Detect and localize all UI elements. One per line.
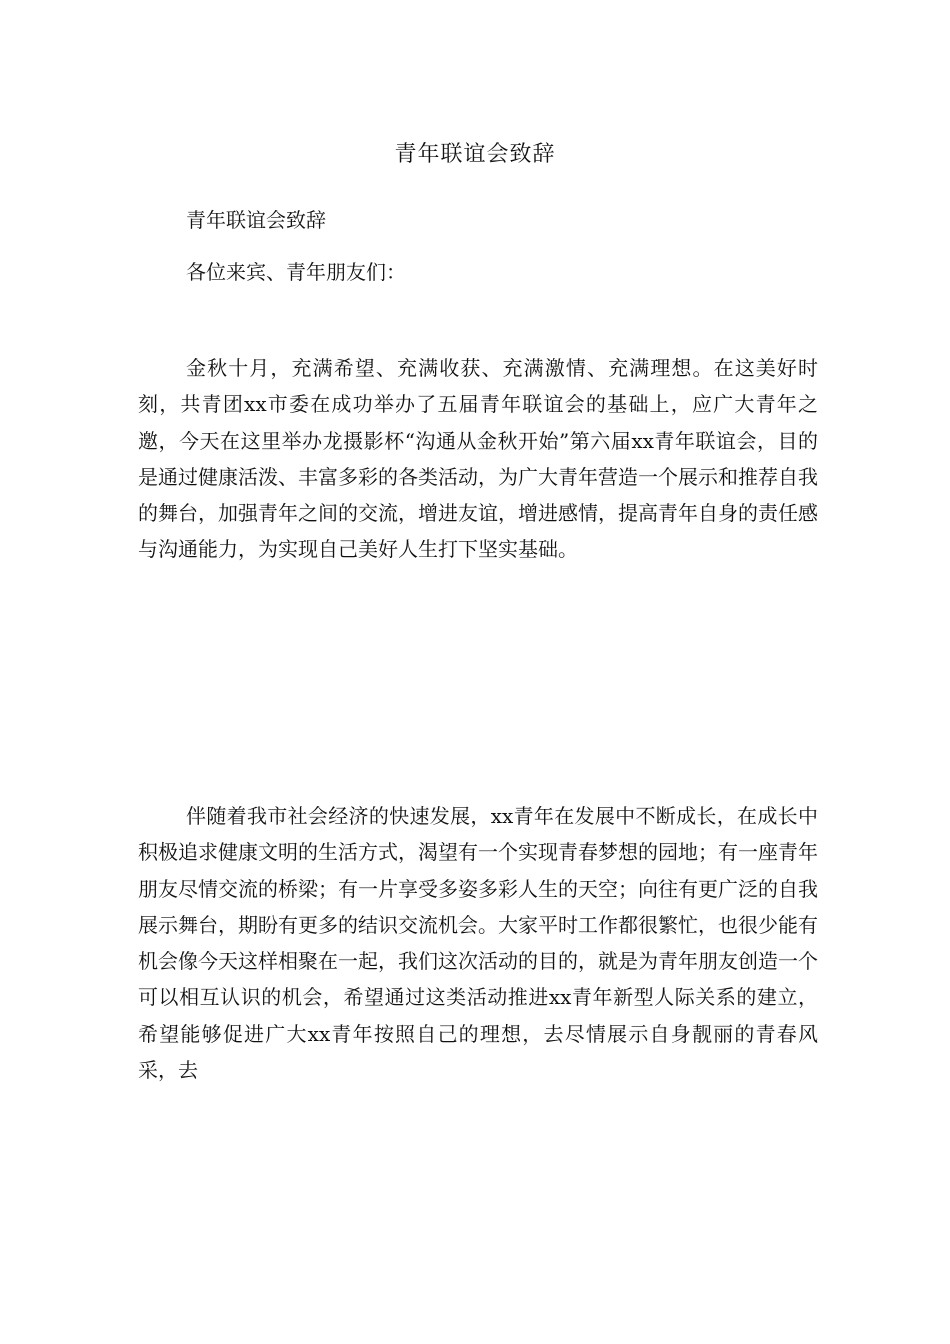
salutation: 各位来宾、青年朋友们： (186, 260, 406, 284)
paragraph-1: 金秋十月，充满希望、充满收获、充满激情、充满理想。在这美好时刻，共青团xx市委在成功举办了五届青年联谊会的基础上，应广大青年之邀，今天在这里举办龙摄影杯“沟通从金秋开始”第六届xx青年联谊会，目的是通过健康活泼、丰富多彩的各类活动，为广大青年营造一个展示和推荐自我的舞台，加强青年之间的交流，增进友谊，增进感情，提高青年自身的责任感与沟通能力，为实现自己美好人生打下坚实基础。 (138, 356, 818, 562)
paragraph-2: 伴随着我市社会经济的快速发展，xx青年在发展中不断成长，在成长中积极追求健康文明的生活方式，渴望有一个实现青春梦想的园地；有一座青年朋友尽情交流的桥梁；有一片享受多姿多彩人生的天空；向往有更广泛的自我展示舞台，期盼有更多的结识交流机会。大家平时工作都很繁忙，也很少能有机会像今天这样相聚在一起，我们这次活动的目的，就是为青年朋友创造一个可以相互认识的机会，希望通过这类活动推进xx青年新型人际关系的建立，希望能够促进广大xx青年按照自己的理想，去尽情展示自身靓丽的青春风采，去 (138, 804, 818, 1083)
document-title: 青年联谊会致辞 (394, 142, 556, 167)
document-subtitle: 青年联谊会致辞 (186, 208, 326, 232)
